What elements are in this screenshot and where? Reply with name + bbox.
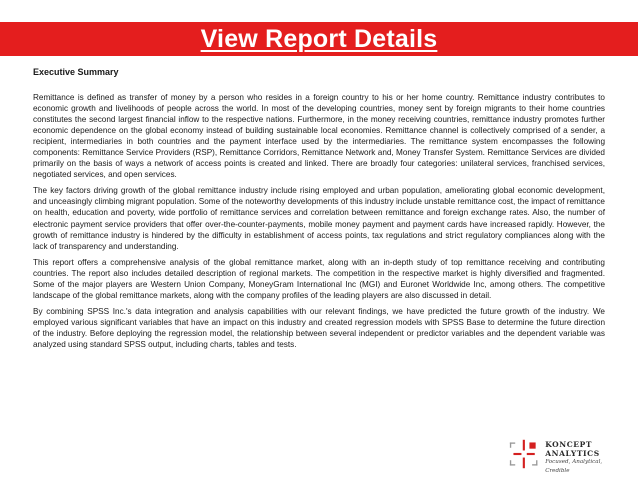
logo-text: [545, 437, 619, 476]
paragraph-growth-factors: The key factors driving growth of the global remittance industry include rising employed and urban population, ameliorating global economic development, and unceasingly climbing migrant population. Some of the noteworthy developments of this industry include unstable remittance cost, the impact of remittance on health, education and poverty, wide portfolio of remittance services and correlation between remittance and foreign exchange rates. Also, the number of electronic payment service providers that offer over-the-counter-payments, mobile money payment and payment cards have increased rapidly. However, the growth of remittance industry is hindered by the difficulty in establishment of access points, tax regulations and strict regulatory compliances along with the lack of transparency and understanding.: [33, 186, 605, 251]
paragraph-methodology: By combining SPSS Inc.'s data integration and analysis capabilities with our relevant findings, we have predicted the future growth of the industry. We employed various significant variables that have an impact on this industry and created regression models with SPSS Base to determine the future direction of the industry. Before deploying the regression model, the relationship between several independent or predictor variables and the dependent variable was analyzed using standard SPSS output, including charts, tables and tests.: [33, 306, 605, 349]
paragraph-report-scope: This report offers a comprehensive analysis of the global remittance market, along with an in-depth study of top remittance receiving and contributing countries. The report also includes detailed description of regional markets. The competition in the respective market is highly diversified and fragmented. Some of the major players are Western Union Company, MoneyGram International Inc (MGI) and Euronet Worldwide Inc, among others. The competitive landscape of the global remittance markets, along with the company profiles of the leading players are also discussed in detail.: [33, 257, 605, 300]
company-logo: [509, 437, 619, 474]
view-report-details-link[interactable]: View Report Details: [200, 24, 438, 53]
paragraph-definition: Remittance is defined as transfer of money by a person who resides in a foreign country to his or her home country. Remittance industry contributes to economic growth and livelihoods of people across the world. In most of the developing countries, money sent by foreign migrants to their home countries constitutes the second largest financial inflow to the respective nations. Furthermore, in the money receiving countries, remittance industry promotes further economic dependence on the global economy instead of building sustainable local economies. Remittance channel is collectively comprised of a sender, a recipient, intermediaries in both countries and the payment interface used by the intermediaries. The remittance system encompasses the following components: Remittance Service Providers (RSP), Remittance Corridors, Remittance Network and, Money Transfer System. Remittance Services are divided primarily on the basis of ways a network of access points is created and linked. There are broadly four categories: unilateral services, franchised services, negotiated services, and open services.: [33, 93, 605, 180]
logo-tagline: Focused, Analytical, Credible: [545, 459, 603, 474]
report-banner[interactable]: [0, 22, 638, 56]
koncept-analytics-logo-icon: [509, 437, 539, 471]
report-content: [33, 67, 605, 355]
section-heading: Executive Summary: [33, 67, 119, 77]
logo-line-1: KONCEPT: [545, 440, 593, 449]
logo-line-2: ANALYTICS: [545, 449, 600, 458]
